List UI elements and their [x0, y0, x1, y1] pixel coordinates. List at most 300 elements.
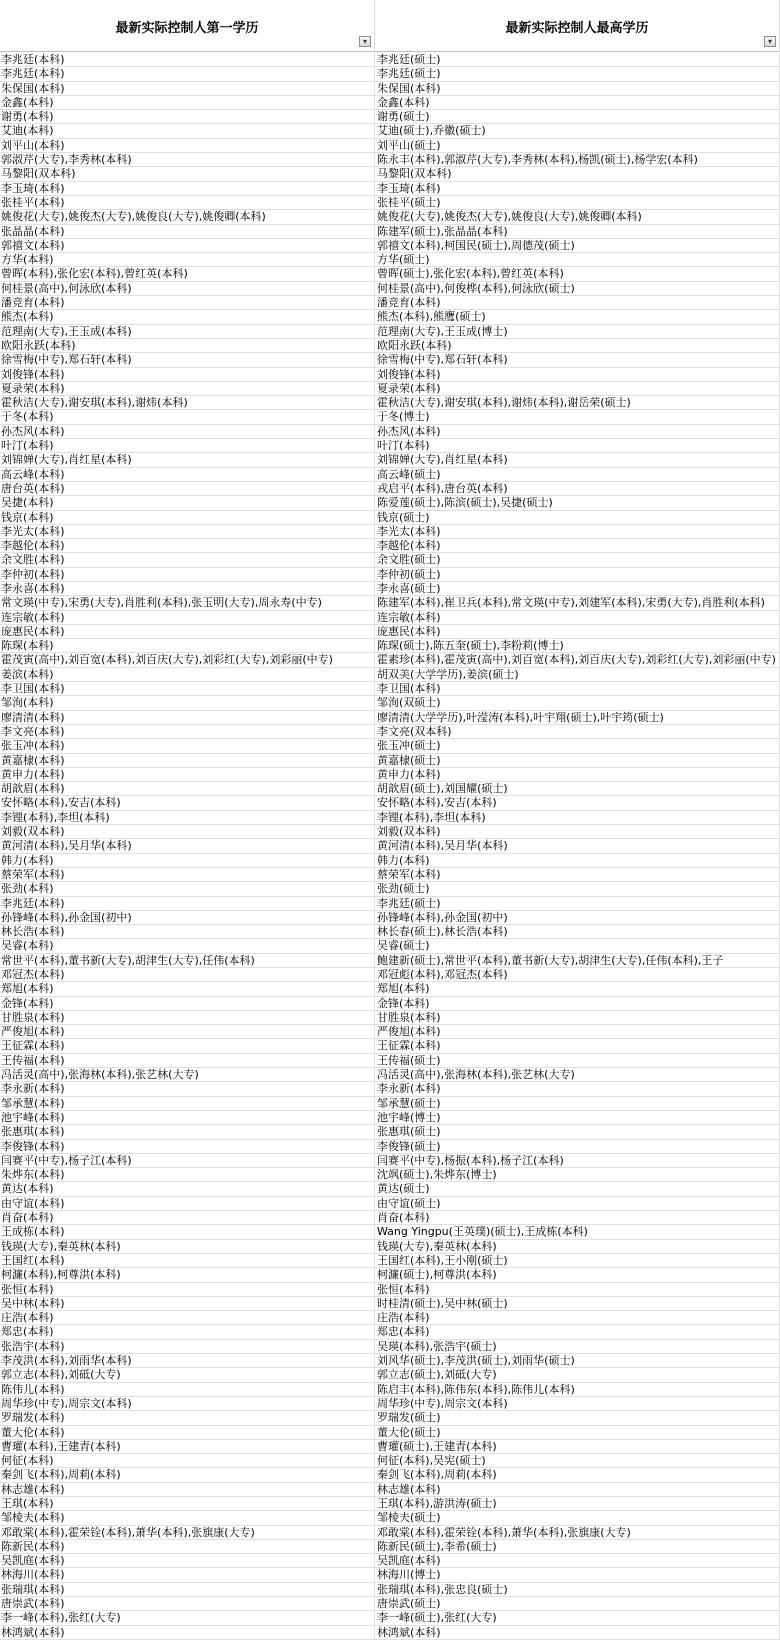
table-row: [0, 282, 780, 296]
cell-highest-degree[interactable]: 连宗敏(本科): [375, 611, 780, 625]
cell-highest-degree[interactable]: 李兆廷(硕士): [375, 67, 780, 81]
cell-highest-degree[interactable]: 李光太(本科): [375, 525, 780, 539]
cell-highest-degree[interactable]: 张瑞琪(本科),张忠良(硕士): [375, 1583, 780, 1597]
cell-highest-degree[interactable]: 陈建军(硕士),张晶晶(本科): [375, 225, 780, 239]
cell-first-degree[interactable]: 曹瓘(本科),王建青(本科): [0, 1440, 375, 1454]
cell-highest-degree[interactable]: 熊杰(本科),熊鹰(硕士): [375, 310, 780, 324]
cell-first-degree[interactable]: 邓敢棠(本科),霍荣铨(本科),萧华(本科),张旗康(大专): [0, 1526, 375, 1540]
cell-highest-degree[interactable]: 邓敢棠(本科),霍荣铨(本科),萧华(本科),张旗康(大专): [375, 1526, 780, 1540]
cell-first-degree[interactable]: 谢勇(本科): [0, 110, 375, 124]
cell-highest-degree[interactable]: 谢勇(硕士): [375, 110, 780, 124]
cell-first-degree[interactable]: 熊杰(本科): [0, 310, 375, 324]
cell-highest-degree[interactable]: 李玉琦(本科): [375, 182, 780, 196]
table-row: [0, 96, 780, 110]
cell-first-degree[interactable]: 连宗敏(本科): [0, 611, 375, 625]
cell-first-degree[interactable]: 王征霖(本科): [0, 1039, 375, 1053]
table-row: [0, 239, 780, 253]
table-row: [0, 439, 780, 453]
cell-first-degree[interactable]: 李文亮(本科): [0, 725, 375, 739]
cell-highest-degree[interactable]: 陈启丰(本科),陈伟东(本科),陈伟儿(本科): [375, 1383, 780, 1397]
cell-first-degree[interactable]: 李兆廷(本科): [0, 897, 375, 911]
table-row: [0, 1097, 780, 1111]
table-row: [0, 196, 780, 210]
cell-highest-degree[interactable]: 钱瑛(大专),秦英林(本科): [375, 1240, 780, 1254]
table-row: [0, 982, 780, 996]
table-row: [0, 382, 780, 396]
cell-highest-degree[interactable]: 张恒(本科): [375, 1283, 780, 1297]
cell-first-degree[interactable]: 张劲(本科): [0, 882, 375, 896]
cell-first-degree[interactable]: 陈伟儿(本科): [0, 1383, 375, 1397]
table-row: [0, 611, 780, 625]
cell-highest-degree[interactable]: 郑旭(本科): [375, 982, 780, 996]
table-row: [0, 653, 780, 667]
cell-highest-degree[interactable]: 林志雄(本科): [375, 1483, 780, 1497]
table-row: [0, 1497, 780, 1511]
cell-first-degree[interactable]: 闫赛平(中专),杨子江(本科): [0, 1154, 375, 1168]
cell-first-degree[interactable]: 池宇峰(本科): [0, 1111, 375, 1125]
cell-highest-degree[interactable]: 余文胜(硕士): [375, 553, 780, 567]
table-row: [0, 1568, 780, 1582]
cell-highest-degree[interactable]: 刘俊锋(本科): [375, 368, 780, 382]
cell-highest-degree[interactable]: 方华(硕士): [375, 253, 780, 267]
table-row: [0, 225, 780, 239]
table-row: [0, 1340, 780, 1354]
cell-first-degree[interactable]: 林志雄(本科): [0, 1483, 375, 1497]
cell-highest-degree[interactable]: 黄达(硕士): [375, 1182, 780, 1196]
cell-highest-degree[interactable]: 金鑫(本科): [375, 96, 780, 110]
cell-first-degree[interactable]: 黄河清(本科),吴月华(本科): [0, 839, 375, 853]
table-row: [0, 839, 780, 853]
table-row: [0, 1426, 780, 1440]
cell-first-degree[interactable]: 林长浩(本科): [0, 925, 375, 939]
cell-highest-degree[interactable]: 曾晖(硕士),张化宏(本科),曾红英(本科): [375, 267, 780, 281]
cell-first-degree[interactable]: 郭淑芹(大专),李秀林(本科): [0, 153, 375, 167]
table-row: [0, 1039, 780, 1053]
cell-first-degree[interactable]: 郭立志(本科),刘砥(大专): [0, 1368, 375, 1382]
cell-highest-degree[interactable]: 林鸿斌(本科): [375, 1626, 780, 1640]
table-row: [0, 124, 780, 138]
column-header-first-degree[interactable]: [0, 0, 375, 52]
table-row: [0, 711, 780, 725]
cell-highest-degree[interactable]: 罗瑞发(硕士): [375, 1411, 780, 1425]
cell-highest-degree[interactable]: 李俊锋(硕士): [375, 1140, 780, 1154]
cell-highest-degree[interactable]: 邹棱夫(硕士): [375, 1511, 780, 1525]
cell-first-degree[interactable]: 李越伦(本科): [0, 539, 375, 553]
cell-first-degree[interactable]: 蔡荣军(本科): [0, 868, 375, 882]
cell-highest-degree[interactable]: 李兆廷(硕士): [375, 53, 780, 67]
table-row: [0, 1054, 780, 1068]
cell-highest-degree[interactable]: 吴凯庭(本科): [375, 1554, 780, 1568]
cell-first-degree[interactable]: 姚俊花(大专),姚俊杰(大专),姚俊良(大专),姚俊卿(本科): [0, 210, 375, 224]
table-row: [0, 568, 780, 582]
cell-highest-degree[interactable]: 姚俊花(大专),姚俊杰(大专),姚俊良(大专),姚俊卿(本科): [375, 210, 780, 224]
cell-first-degree[interactable]: 唐台英(本科): [0, 482, 375, 496]
table-row: [0, 1411, 780, 1425]
cell-first-degree[interactable]: 安怀略(本科),安吉(本科): [0, 796, 375, 810]
cell-first-degree[interactable]: 吴凯庭(本科): [0, 1554, 375, 1568]
cell-first-degree[interactable]: 严俊旭(本科): [0, 1025, 375, 1039]
cell-highest-degree[interactable]: 刘平山(硕士): [375, 139, 780, 153]
cell-highest-degree[interactable]: 李文亮(双本科): [375, 725, 780, 739]
cell-first-degree[interactable]: 吴捷(本科): [0, 496, 375, 510]
cell-highest-degree[interactable]: 张桂平(硕士): [375, 196, 780, 210]
table-row: [0, 1297, 780, 1311]
cell-highest-degree[interactable]: 戎启平(本科),唐台英(本科): [375, 482, 780, 496]
cell-first-degree[interactable]: 常文瑛(中专),宋勇(大专),肖胜利(本科),张玉明(大专),周永寿(中专): [0, 596, 375, 610]
cell-highest-degree[interactable]: 郑忠(本科): [375, 1325, 780, 1339]
cell-first-degree[interactable]: 郑旭(本科): [0, 982, 375, 996]
table-row: [0, 310, 780, 324]
cell-first-degree[interactable]: 金鑫(本科): [0, 96, 375, 110]
cell-highest-degree[interactable]: 何征(本科),吴宪(硕士): [375, 1454, 780, 1468]
cell-highest-degree[interactable]: 郭立志(硕士),刘砥(大专): [375, 1368, 780, 1382]
table-row: [0, 1011, 780, 1025]
cell-first-degree[interactable]: 邹洵(本科): [0, 696, 375, 710]
cell-first-degree[interactable]: 李俊锋(本科): [0, 1140, 375, 1154]
cell-first-degree[interactable]: 艾迪(本科): [0, 124, 375, 138]
cell-highest-degree[interactable]: 林海川(博士): [375, 1568, 780, 1582]
table-row: [0, 696, 780, 710]
cell-highest-degree[interactable]: 胡双美(大学学历),姜滨(硕士): [375, 668, 780, 682]
table-row: [0, 868, 780, 882]
cell-first-degree[interactable]: 张瑞琪(本科): [0, 1583, 375, 1597]
cell-first-degree[interactable]: 李光太(本科): [0, 525, 375, 539]
table-row: [0, 1354, 780, 1368]
table-row: [0, 1140, 780, 1154]
cell-highest-degree[interactable]: 廖清清(大学学历),叶滢涛(本科),叶宇翔(硕士),叶宇筠(硕士): [375, 711, 780, 725]
cell-highest-degree[interactable]: 黄嘉棣(硕士): [375, 754, 780, 768]
filter-dropdown-icon[interactable]: ▾: [764, 36, 776, 47]
cell-highest-degree[interactable]: 王征霖(本科): [375, 1039, 780, 1053]
cell-first-degree[interactable]: 徐雪梅(中专),郑石轩(本科): [0, 353, 375, 367]
cell-highest-degree[interactable]: 邹洵(双硕士): [375, 696, 780, 710]
cell-highest-degree[interactable]: 董大伦(硕士): [375, 1426, 780, 1440]
cell-highest-degree[interactable]: 张惠琪(硕士): [375, 1125, 780, 1139]
cell-first-degree[interactable]: 李一峰(本科),张红(大专): [0, 1611, 375, 1625]
cell-first-degree[interactable]: 朱烨东(本科): [0, 1168, 375, 1182]
cell-highest-degree[interactable]: 安怀略(本科),安吉(本科): [375, 796, 780, 810]
table-row: [0, 1325, 780, 1339]
cell-first-degree[interactable]: 叶汀(本科): [0, 439, 375, 453]
table-row: [0, 1182, 780, 1196]
cell-highest-degree[interactable]: 王国红(本科),王小刚(硕士): [375, 1254, 780, 1268]
cell-highest-degree[interactable]: 范理南(大专),王玉成(博士): [375, 325, 780, 339]
cell-first-degree[interactable]: 李卫国(本科): [0, 682, 375, 696]
table-row: [0, 182, 780, 196]
cell-first-degree[interactable]: 邓冠杰(本科): [0, 968, 375, 982]
cell-first-degree[interactable]: 于冬(本科): [0, 410, 375, 424]
table-row: [0, 596, 780, 610]
cell-first-degree[interactable]: 甘胜泉(本科): [0, 1011, 375, 1025]
column-header-highest-degree[interactable]: [375, 0, 780, 52]
table-row: [0, 925, 780, 939]
cell-first-degree[interactable]: 李锂(本科),李坦(本科): [0, 811, 375, 825]
cell-first-degree[interactable]: 姜滨(本科): [0, 668, 375, 682]
cell-highest-degree[interactable]: 高云峰(硕士): [375, 468, 780, 482]
cell-first-degree[interactable]: 廖清清(本科): [0, 711, 375, 725]
cell-highest-degree[interactable]: 王传福(硕士): [375, 1054, 780, 1068]
cell-highest-degree[interactable]: 由守谊(硕士): [375, 1197, 780, 1211]
table-row: [0, 968, 780, 982]
cell-first-degree[interactable]: 霍茂寅(高中),刘百宽(本科),刘百庆(大专),刘彩红(大专),刘彩丽(中专): [0, 653, 375, 667]
cell-highest-degree[interactable]: 吴瑛(本科),张浩宇(硕士): [375, 1340, 780, 1354]
table-row: [0, 153, 780, 167]
cell-first-degree[interactable]: 李永喜(本科): [0, 582, 375, 596]
cell-first-degree[interactable]: 肖奋(本科): [0, 1211, 375, 1225]
table-row: [0, 1125, 780, 1139]
cell-first-degree[interactable]: 范理南(大专),王玉成(本科): [0, 325, 375, 339]
cell-first-degree[interactable]: 刘俊锋(本科): [0, 368, 375, 382]
cell-highest-degree[interactable]: 郭禧文(本科),柯国民(硕士),周德茂(硕士): [375, 239, 780, 253]
cell-first-degree[interactable]: 欧阳永跃(本科): [0, 339, 375, 353]
cell-highest-degree[interactable]: 甘胜泉(本科): [375, 1011, 780, 1025]
cell-highest-degree[interactable]: 韩力(本科): [375, 854, 780, 868]
cell-highest-degree[interactable]: 马黎阳(双本科): [375, 167, 780, 181]
cell-first-degree[interactable]: 韩力(本科): [0, 854, 375, 868]
cell-first-degree[interactable]: 张晶晶(本科): [0, 225, 375, 239]
table-row: [0, 1154, 780, 1168]
cell-first-degree[interactable]: 马黎阳(双本科): [0, 167, 375, 181]
cell-first-degree[interactable]: 方华(本科): [0, 253, 375, 267]
table-row: [0, 682, 780, 696]
cell-first-degree[interactable]: 孙锋峰(本科),孙金国(初中): [0, 911, 375, 925]
cell-highest-degree[interactable]: 邹承慧(硕士): [375, 1097, 780, 1111]
cell-highest-degree[interactable]: 潘竞育(本科): [375, 296, 780, 310]
cell-first-degree[interactable]: 陈琛(本科): [0, 639, 375, 653]
cell-first-degree[interactable]: 黄达(本科): [0, 1182, 375, 1196]
table-row: [0, 253, 780, 267]
cell-highest-degree[interactable]: 柯濂(硕士),柯尊洪(本科): [375, 1268, 780, 1282]
table-row: [0, 1611, 780, 1625]
table-row: [0, 482, 780, 496]
table-row: [0, 1168, 780, 1182]
cell-highest-degree[interactable]: 霍素珍(本科),霍茂寅(高中),刘百宽(本科),刘百庆(大专),刘彩红(大专),刘彩丽(中专): [375, 653, 780, 667]
cell-first-degree[interactable]: 罗瑞发(本科): [0, 1411, 375, 1425]
cell-highest-degree[interactable]: 张玉冲(硕士): [375, 739, 780, 753]
cell-first-degree[interactable]: 王琪(本科): [0, 1497, 375, 1511]
table-row: [0, 325, 780, 339]
cell-highest-degree[interactable]: 欧阳永跃(本科): [375, 339, 780, 353]
cell-first-degree[interactable]: 李茂洪(本科),刘雨华(本科): [0, 1354, 375, 1368]
table-row: [0, 811, 780, 825]
cell-first-degree[interactable]: 邹棱夫(本科): [0, 1511, 375, 1525]
cell-first-degree[interactable]: 胡歆眉(本科): [0, 782, 375, 796]
cell-highest-degree[interactable]: 艾迪(硕士),乔徽(硕士): [375, 124, 780, 138]
cell-highest-degree[interactable]: 刘风华(硕士),李茂洪(硕士),刘雨华(硕士): [375, 1354, 780, 1368]
cell-first-degree[interactable]: 柯濂(本科),柯尊洪(本科): [0, 1268, 375, 1282]
cell-highest-degree[interactable]: 周华珍(中专),周宗文(本科): [375, 1397, 780, 1411]
cell-first-degree[interactable]: 刘锦婵(大专),肖红星(本科): [0, 453, 375, 467]
cell-highest-degree[interactable]: 李卫国(本科): [375, 682, 780, 696]
cell-first-degree[interactable]: 李兆廷(本科): [0, 53, 375, 67]
column-title: 最新实际控制人最高学历: [505, 21, 649, 36]
cell-highest-degree[interactable]: 孙杰风(本科): [375, 425, 780, 439]
cell-first-degree[interactable]: 林海川(本科): [0, 1568, 375, 1582]
cell-first-degree[interactable]: 邹承慧(本科): [0, 1097, 375, 1111]
cell-first-degree[interactable]: 张桂平(本科): [0, 196, 375, 210]
table-row: [0, 1254, 780, 1268]
cell-highest-degree[interactable]: 沈飒(硕士),朱烨东(博士): [375, 1168, 780, 1182]
cell-first-degree[interactable]: 郭禧文(本科): [0, 239, 375, 253]
cell-first-degree[interactable]: 张惠琪(本科): [0, 1125, 375, 1139]
cell-first-degree[interactable]: 张浩宇(本科): [0, 1340, 375, 1354]
cell-first-degree[interactable]: 周华珍(中专),周宗文(本科): [0, 1397, 375, 1411]
table-row: [0, 53, 780, 67]
table-row: [0, 1511, 780, 1525]
table-row: [0, 1082, 780, 1096]
table-row: [0, 625, 780, 639]
table-row: [0, 353, 780, 367]
cell-highest-degree[interactable]: 李兆廷(硕士): [375, 897, 780, 911]
cell-highest-degree[interactable]: 李越伦(本科): [375, 539, 780, 553]
cell-highest-degree[interactable]: 闫赛平(中专),杨振(本科),杨子江(本科): [375, 1154, 780, 1168]
cell-highest-degree[interactable]: 冯活灵(高中),张海林(本科),张艺林(大专): [375, 1068, 780, 1082]
cell-highest-degree[interactable]: 刘锦婵(大专),肖红星(本科): [375, 453, 780, 467]
cell-first-degree[interactable]: 王传福(本科): [0, 1054, 375, 1068]
cell-highest-degree[interactable]: 徐雪梅(中专),郑石轩(本科): [375, 353, 780, 367]
cell-first-degree[interactable]: 孙杰风(本科): [0, 425, 375, 439]
cell-first-degree[interactable]: 何桂景(高中),何泳欣(本科): [0, 282, 375, 296]
table-row: [0, 1626, 780, 1640]
cell-first-degree[interactable]: 唐崇武(本科): [0, 1597, 375, 1611]
cell-first-degree[interactable]: 李仲初(本科): [0, 568, 375, 582]
cell-highest-degree[interactable]: 陈新民(硕士),李希(硕士): [375, 1540, 780, 1554]
cell-highest-degree[interactable]: 庞惠民(本科): [375, 625, 780, 639]
cell-first-degree[interactable]: 秦剑飞(本科),周莉(本科): [0, 1468, 375, 1482]
cell-first-degree[interactable]: 何征(本科): [0, 1454, 375, 1468]
cell-first-degree[interactable]: 夏录荣(本科): [0, 382, 375, 396]
cell-highest-degree[interactable]: 刘毅(双本科): [375, 825, 780, 839]
cell-first-degree[interactable]: 吴中林(本科): [0, 1297, 375, 1311]
table-row: [0, 410, 780, 424]
table-row: [0, 1583, 780, 1597]
cell-first-degree[interactable]: 张恒(本科): [0, 1283, 375, 1297]
cell-highest-degree[interactable]: 王琪(本科),游洪涛(硕士): [375, 1497, 780, 1511]
cell-first-degree[interactable]: 冯活灵(高中),张海林(本科),张艺林(大专): [0, 1068, 375, 1082]
table-row: [0, 1540, 780, 1554]
cell-highest-degree[interactable]: 何桂景(高中),何俊桦(本科),何泳欣(硕士): [375, 282, 780, 296]
cell-first-degree[interactable]: 张玉冲(本科): [0, 739, 375, 753]
cell-highest-degree[interactable]: 池宇峰(博士): [375, 1111, 780, 1125]
cell-highest-degree[interactable]: 于冬(博士): [375, 410, 780, 424]
table-row: [0, 1225, 780, 1239]
cell-first-degree[interactable]: 郑忠(本科): [0, 1325, 375, 1339]
cell-first-degree[interactable]: 钱京(本科): [0, 511, 375, 525]
table-row: [0, 553, 780, 567]
cell-highest-degree[interactable]: 夏录荣(本科): [375, 382, 780, 396]
filter-dropdown-icon[interactable]: ▾: [359, 36, 371, 47]
cell-first-degree[interactable]: 潘竞育(本科): [0, 296, 375, 310]
cell-highest-degree[interactable]: 曹瓘(硕士),王建青(本科): [375, 1440, 780, 1454]
cell-first-degree[interactable]: 黄申力(本科): [0, 768, 375, 782]
cell-first-degree[interactable]: 庄浩(本科): [0, 1311, 375, 1325]
cell-highest-degree[interactable]: 秦剑飞(本科),周莉(本科): [375, 1468, 780, 1482]
table-row: [0, 539, 780, 553]
cell-highest-degree[interactable]: Wang Yingpu(王英璞)(硕士),王成栋(本科): [375, 1225, 780, 1239]
table-row: [0, 368, 780, 382]
cell-highest-degree[interactable]: 黄申力(本科): [375, 768, 780, 782]
cell-highest-degree[interactable]: 钱京(硕士): [375, 511, 780, 525]
table-row: [0, 754, 780, 768]
cell-first-degree[interactable]: 高云峰(本科): [0, 468, 375, 482]
cell-first-degree[interactable]: 林鸿斌(本科): [0, 1626, 375, 1640]
cell-highest-degree[interactable]: 李一峰(硕士),张红(大专): [375, 1611, 780, 1625]
cell-first-degree[interactable]: 李玉琦(本科): [0, 182, 375, 196]
cell-highest-degree[interactable]: 陈永丰(本科),郭淑芹(大专),李秀林(本科),杨凯(硕士),杨学宏(本科): [375, 153, 780, 167]
cell-highest-degree[interactable]: 蔡荣军(本科): [375, 868, 780, 882]
table-row: [0, 796, 780, 810]
cell-highest-degree[interactable]: 鲍建新(硕士),常世平(本科),董书新(大专),胡津生(大专),任伟(本科),王子: [375, 954, 780, 968]
cell-highest-degree[interactable]: 庄浩(本科): [375, 1311, 780, 1325]
cell-highest-degree[interactable]: 朱保国(本科): [375, 82, 780, 96]
cell-highest-degree[interactable]: 严俊旭(本科): [375, 1025, 780, 1039]
table-row: [0, 1025, 780, 1039]
cell-first-degree[interactable]: 李兆廷(本科): [0, 67, 375, 81]
cell-highest-degree[interactable]: 唐崇武(硕士): [375, 1597, 780, 1611]
cell-first-degree[interactable]: 朱保国(本科): [0, 82, 375, 96]
cell-first-degree[interactable]: 霍秋洁(大专),谢安琪(本科),谢炜(本科): [0, 396, 375, 410]
cell-highest-degree[interactable]: 金锋(本科): [375, 997, 780, 1011]
table-row: [0, 1483, 780, 1497]
table-row: [0, 825, 780, 839]
cell-first-degree[interactable]: 由守谊(本科): [0, 1197, 375, 1211]
cell-highest-degree[interactable]: 时桂清(硕士),吴中林(硕士): [375, 1297, 780, 1311]
cell-first-degree[interactable]: 金锋(本科): [0, 997, 375, 1011]
cell-highest-degree[interactable]: 李永新(本科): [375, 1082, 780, 1096]
cell-highest-degree[interactable]: 林长春(硕士),林长浩(本科): [375, 925, 780, 939]
cell-first-degree[interactable]: 刘平山(本科): [0, 139, 375, 153]
cell-highest-degree[interactable]: 黄河清(本科),吴月华(本科): [375, 839, 780, 853]
table-row: [0, 210, 780, 224]
table-row: [0, 1597, 780, 1611]
cell-first-degree[interactable]: 庞惠民(本科): [0, 625, 375, 639]
table-row: [0, 82, 780, 96]
cell-first-degree[interactable]: 常世平(本科),董书新(大专),胡津生(大专),任伟(本科): [0, 954, 375, 968]
cell-highest-degree[interactable]: 陈建军(本科),崔卫兵(本科),常文瑛(中专),刘建军(本科),宋勇(大专),肖胜利(本科): [375, 596, 780, 610]
cell-highest-degree[interactable]: 孙锋峰(本科),孙金国(初中): [375, 911, 780, 925]
cell-highest-degree[interactable]: 霍秋洁(大专),谢安琪(本科),谢炜(本科),谢岳荣(硕士): [375, 396, 780, 410]
cell-highest-degree[interactable]: 李永喜(硕士): [375, 582, 780, 596]
cell-first-degree[interactable]: 刘毅(双本科): [0, 825, 375, 839]
cell-highest-degree[interactable]: 叶汀(本科): [375, 439, 780, 453]
table-row: [0, 110, 780, 124]
cell-highest-degree[interactable]: 邓冠彪(本科),邓冠杰(本科): [375, 968, 780, 982]
cell-first-degree[interactable]: 陈新民(本科): [0, 1540, 375, 1554]
cell-first-degree[interactable]: 王国红(本科): [0, 1254, 375, 1268]
cell-highest-degree[interactable]: 张劲(硕士): [375, 882, 780, 896]
cell-highest-degree[interactable]: 陈爱莲(硕士),陈滨(硕士),吴捷(硕士): [375, 496, 780, 510]
table-row: [0, 1454, 780, 1468]
cell-first-degree[interactable]: 李永新(本科): [0, 1082, 375, 1096]
cell-first-degree[interactable]: 董大伦(本科): [0, 1426, 375, 1440]
cell-first-degree[interactable]: 钱瑛(大专),秦英林(本科): [0, 1240, 375, 1254]
table-row: [0, 453, 780, 467]
cell-first-degree[interactable]: 王成栋(本科): [0, 1225, 375, 1239]
cell-first-degree[interactable]: 余文胜(本科): [0, 553, 375, 567]
cell-highest-degree[interactable]: 吴睿(硕士): [375, 939, 780, 953]
cell-highest-degree[interactable]: 李仲初(硕士): [375, 568, 780, 582]
cell-highest-degree[interactable]: 肖奋(本科): [375, 1211, 780, 1225]
cell-first-degree[interactable]: 黄嘉棣(本科): [0, 754, 375, 768]
cell-highest-degree[interactable]: 李锂(本科),李坦(本科): [375, 811, 780, 825]
cell-first-degree[interactable]: 吴睿(本科): [0, 939, 375, 953]
table-row: [0, 1440, 780, 1454]
cell-highest-degree[interactable]: 陈琛(硕士),陈五奎(硕士),李粉莉(博士): [375, 639, 780, 653]
cell-highest-degree[interactable]: 胡歆眉(硕士),刘国耀(硕士): [375, 782, 780, 796]
cell-first-degree[interactable]: 曾晖(本科),张化宏(本科),曾红英(本科): [0, 267, 375, 281]
table-row: [0, 882, 780, 896]
table-row: [0, 167, 780, 181]
